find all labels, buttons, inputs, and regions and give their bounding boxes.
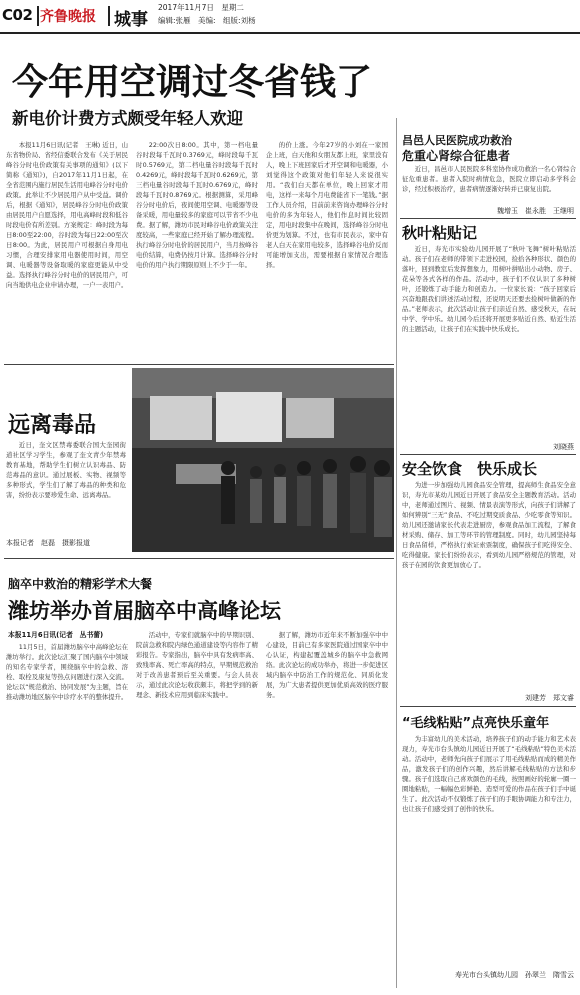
food-safety-author: 刘建芳 郑文睿 <box>525 694 574 702</box>
section-rule <box>4 558 394 559</box>
lead-headline: 今年用空调过冬省钱了 <box>12 62 373 103</box>
lead-subhead: 新电价计费方式颇受年轻人欢迎 <box>12 109 243 128</box>
header-divider <box>108 6 110 26</box>
section-name: 城事 <box>114 10 148 30</box>
leaf-title: 秋叶粘贴记 <box>402 224 478 242</box>
page-header <box>0 0 580 34</box>
lead-column-3 <box>266 140 388 362</box>
hospital-body <box>402 164 576 204</box>
drugs-credit: 本报记者 赵磊 摄影报道 <box>6 539 90 547</box>
drugs-title: 远离毒品 <box>8 413 97 438</box>
yarn-title: “毛线粘贴”点亮快乐童年 <box>402 716 550 731</box>
exhibition-photo-illustration <box>132 368 394 552</box>
forum-column-2 <box>136 630 258 792</box>
hospital-kicker: 昌邑人民医院成功救治 <box>402 134 512 147</box>
leaf-body-text: 近日，寿光市实验幼儿园开展了“秋叶飞舞”树叶粘贴活动。孩子们在老师的带领下走进校园，捡拾各种形状、颜色的落叶，回到教室后发挥想象力，用树叶拼贴出小动物、房子、花朵等各式各样的作品。活动中，孩子们不仅认识了多种树叶，还锻炼了动手能力和创造力。一位家长说：“孩子回家后兴奋地跟我们讲述活动过程，还说明天还要去捡树叶做新的作品。”老师表示，此次活动让孩子们亲近自然、感受秋天，在玩中学、学中乐。幼儿园今后还将开展更多贴近自然、贴近生活的主题活动，让孩子们在实践中快乐成长。 <box>402 245 576 333</box>
hospital-author: 魏增玉 崔永胜 王继明 <box>497 207 574 215</box>
yarn-body <box>402 734 576 962</box>
food-safety-body-text: 为进一步加强幼儿园食品安全管理，提高师生食品安全意识，寿光市某幼儿园近日开展了食品安全主题教育活动。活动中，老师通过图片、视频、情景表演等形式，向孩子们讲解了如何辨别“三无”食品、不吃过期变质食品、少吃零食等知识。幼儿园还邀请家长代表走进厨房，参观食品加工流程，了解食材采购、储存、加工等环节的管理制度。同时，幼儿园坚持每日食品留样，严格执行索证索票制度，确保孩子们吃得安全、吃得健康。家长们纷纷表示，看到幼儿园严格规范的管理，对孩子在园的饮食更加放心了。 <box>402 481 576 569</box>
issue-date: 2017年11月7日 星期二 <box>158 3 244 12</box>
header-divider <box>37 6 39 26</box>
food-safety-title: 安全饮食 快乐成长 <box>402 460 538 478</box>
forum-column-2-text: 活动中，专家们就脑卒中的早期识别、院前急救和院内绿色通道建设等内容作了精彩报告。专家指出，脑卒中具有发病率高、致残率高、死亡率高的特点，早期规范救治对于改善患者预后至关重要。与会人员表示，通过此次论坛收获颇丰，将把学到的新理念、新技术应用到临床实践中。 <box>136 631 258 699</box>
page-number: C02 <box>2 6 33 24</box>
forum-title: 潍坊举办首届脑卒中高峰论坛 <box>8 599 281 623</box>
yarn-body-text: 为丰富幼儿的美术活动，培养孩子们的动手能力和艺术表现力，寿光市台头镇幼儿园近日开展了“毛线粘贴”特色美术活动。活动中，老师先向孩子们展示了用毛线粘贴而成的精美作品，激发孩子们的创作兴趣，然后讲解毛线粘贴的方法和步骤。孩子们选取自己喜欢颜色的毛线，按照画好的轮廓一圈一圈地粘贴，一幅幅色彩鲜艳、造型可爱的作品在孩子们手中诞生了。此次活动不仅锻炼了孩子们的手眼协调能力和专注力，也让孩子们感受到了创作的快乐。 <box>402 735 576 813</box>
paper-logo: 齐鲁晚报 <box>40 9 96 25</box>
sidebar-divider <box>396 118 397 988</box>
forum-kicker: 脑卒中救治的精彩学术大餐 <box>8 577 153 591</box>
sidebar-rule <box>400 218 576 219</box>
forum-column-3 <box>266 630 388 792</box>
lead-column-2 <box>136 140 258 362</box>
lead-column-1-text: 本报11月6日讯(记者 王琳) 近日，山东省物价局、省经信委联合发布《关于居民峰谷分时电价政策有关事项的通知》(以下简称《通知》)，自2017年11月1日起，在全省范围内施行居民生活用电峰谷分时电价政策。此举让不少居民用户从中受益。调价后，根据《通知》，居民峰谷分时电价政策由居民用户自愿选择，用电高峰时段和低谷时段电价有所差别。方案规定：峰时段为每日8:00至22:00，谷时段为每日22:00至次日8:00。为此，居民用户可根据自身用电习惯，合理安排家用电器使用时间，用空调、电暖器等设备取暖的家庭更能从中受益。选择执行峰谷分时电价的居民用户，可向当地供电企业申请办理，一户一表用户。 <box>6 141 128 289</box>
hospital-body-text: 近日，昌邑市人民医院多科室协作成功救治一名心肾综合征危重患者。患者入院时病情危急，医院立即启动多学科会诊，经过积极治疗，患者病情逐渐好转并已康复出院。 <box>402 165 576 193</box>
leaf-author: 刘晓燕 <box>553 443 574 451</box>
leaf-body <box>402 244 576 440</box>
drugs-body <box>6 440 126 532</box>
sidebar-rule <box>400 706 576 707</box>
section-rule <box>4 364 394 365</box>
drugs-body-text: 近日，奎文区禁毒委联合国大奎园街道社区学习学生，参观了奎文青少年禁毒教育基地，帮助学生们树立认识毒品、防范毒品的意识。通过展板、实物、视频等多种形式，学生们了解了毒品的种类和危害，纷纷表示要珍爱生命、远离毒品。 <box>6 441 126 499</box>
lead-column-3-text: 的价上涨。今年27岁的小刘在一家国企上班，白天他和女朋友都上班，家里没有人，晚上下班回家后才开空调和电暖器，小刘觉得这个政策对他们年轻人来说很实用。“我们白天都在单位，晚上回家才用电，这样一来每个月电费能省下一笔钱。”据工作人员介绍，目前前来咨询办理峰谷分时电价的多为年轻人，他们作息时间比较固定，用电时段集中在晚间，选择峰谷分时电价更为划算。不过，也有市民表示，家中有老人白天在家用电较多，选择峰谷电价反而可能增加支出，需要根据自家情况合理选择。 <box>266 141 388 269</box>
sidebar-rule <box>400 454 576 455</box>
exhibition-photo <box>132 368 394 552</box>
food-safety-body <box>402 480 576 690</box>
yarn-author: 寿光市台头镇幼儿园 孙翠兰 隋雪云 <box>455 971 574 979</box>
forum-column-3-text: 据了解，潍坊市近年来不断加强卒中中心建设，目前已有多家医院通过国家卒中中心认证，构建起覆盖城乡的脑卒中急救网络。此次论坛的成功举办，将进一步促进区域内脑卒中防治工作的规范化、同质化发展，为广大患者提供更加优质高效的医疗服务。 <box>266 631 388 699</box>
forum-column-1 <box>6 642 128 792</box>
editor-credits: 编辑:张雁 美编: 组版:刘杨 <box>158 16 256 25</box>
forum-byline: 本报11月6日讯(记者 丛书蕾) <box>8 631 104 639</box>
hospital-title: 危重心肾综合征患者 <box>402 149 511 163</box>
forum-column-1-text: 11月5日，首届潍坊脑卒中高峰论坛在潍坊举行。此次论坛汇聚了国内脑卒中领域的知名专家学者，围绕脑卒中的急救、溶栓、取栓及康复等热点问题进行深入交流。论坛以“规范救治、协同发展”为主题，旨在推动潍坊地区脑卒中诊疗水平的整体提升。 <box>6 643 128 701</box>
lead-column-1 <box>6 140 128 362</box>
lead-column-2-text: 22:00次日8:00。其中，第一档电量谷时段每千瓦时0.3769元，峰时段每千瓦时0.5769元，第二档电量谷时段每千瓦时0.4269元，峰时段每千瓦时0.6269元，第三档电量谷时段每千瓦时0.6769元，峰时段每千瓦时0.8769元。根据测算，采用峰谷分时电价后，夜间使用空调、电暖器等设备采暖，用电量较多的家庭可以节省不少电费。据了解，潍坊市民对峰谷电价政策关注度较高，一些家庭已经开始了解办理流程。执行峰谷分时电价的居民用户，当月按峰谷电价结算，电费仍按月计算。选择峰谷分时电价的用户执行期限原则上不少于一年。 <box>136 141 258 269</box>
